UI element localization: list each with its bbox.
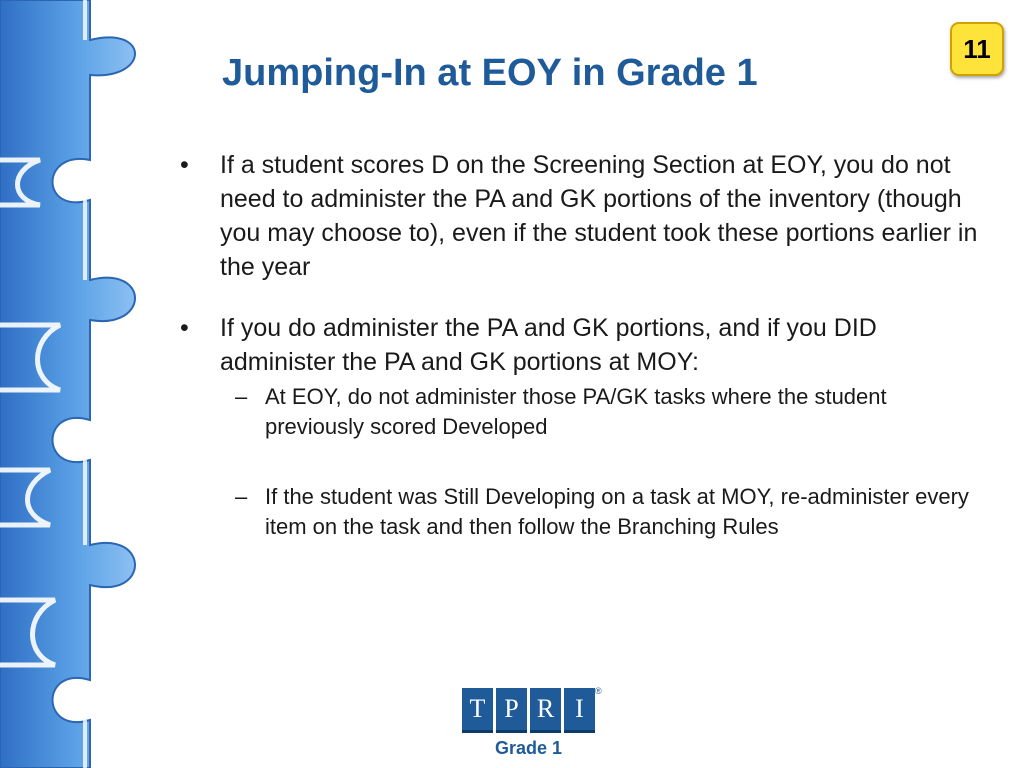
sub-bullet-marker: – — [235, 384, 248, 409]
page-number-badge: 11 — [950, 22, 1004, 76]
tpri-logo — [462, 688, 602, 762]
sub-bullet-marker: – — [235, 484, 248, 509]
bullet-marker: • — [180, 151, 189, 179]
slide-title: Jumping-In at EOY in Grade 1 — [222, 52, 758, 94]
sub-bullet-text: If the student was Still Developing on a task at MOY, re-administer every item on the task and then follow the Branching Rules — [265, 484, 969, 539]
bullet-text: If a student scores D on the Screening Section at EOY, you do not need to administer the PA and GK portions of the inventory (though you may choose to), even if the student took these portions earlier in the year — [220, 151, 978, 281]
sub-bullet-item — [180, 382, 980, 442]
bullet-text: If you do administer the PA and GK portions, and if you DID administer the PA and GK portions at MOY: — [220, 314, 877, 376]
logo-letter: I — [564, 688, 595, 733]
bullet-marker: • — [180, 314, 189, 342]
bullet-item — [180, 148, 980, 284]
sub-bullet-item — [180, 482, 980, 542]
logo-letter-row — [462, 688, 602, 733]
registered-mark: ® — [595, 686, 602, 696]
logo-letter: T — [462, 688, 493, 733]
logo-letter: R — [530, 688, 561, 733]
bullet-item — [180, 311, 980, 379]
logo-grade-label: Grade 1 — [494, 738, 563, 758]
slide-body — [180, 148, 980, 542]
sub-bullet-text: At EOY, do not administer those PA/GK tasks where the student previously scored Developed — [265, 384, 887, 439]
logo-letter: P — [496, 688, 527, 733]
puzzle-pieces-graphic — [0, 0, 160, 768]
